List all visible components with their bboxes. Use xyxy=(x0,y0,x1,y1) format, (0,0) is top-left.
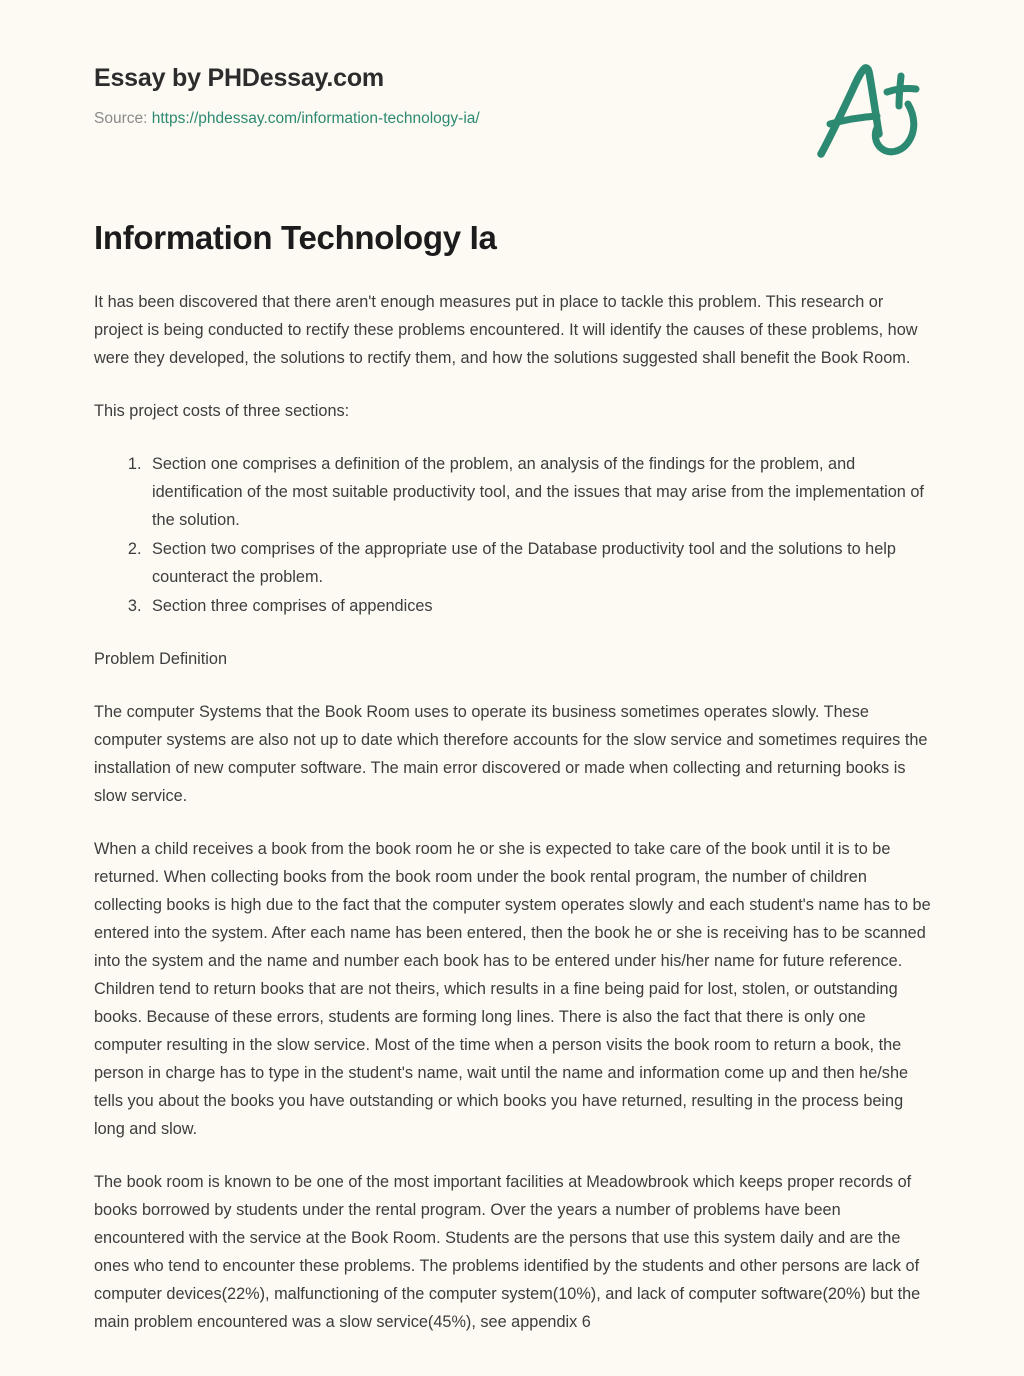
page-title: Information Technology Ia xyxy=(94,219,497,256)
list-item: 2. Section two comprises of the appropriate use of the Database productivity tool and the solutions to help counteract the problem. xyxy=(146,535,932,591)
source-label: Source: xyxy=(94,109,148,127)
brand-title: Essay by PHDessay.com xyxy=(94,64,384,92)
paragraph-book-process: When a child receives a book from the book room he or she is expected to take care of the book until it is to be returned. When collecting books from the book room under the book rental program, the number of children collecting books is high due to the fact that the computer system operates slowly and each student's name has to be entered into the system. After each name has been entered, then the book he or she is receiving has to be scanned into the system and the name and number each book has to be entered under his/her name for future reference. Children tend to return books that are not theirs, which results in a fine being paid for lost, stolen, or outstanding books. Because of these errors, students are forming long lines. There is also the fact that there is only one computer resulting in the slow service. Most of the time when a person visits the book room to return a book, the person in charge has to type in the student's name, wait until the name and information come up and then he/she tells you about the books you have outstanding or which books you have returned, resulting in the process being long and slow. xyxy=(94,839,931,1138)
heading-problem-definition: Problem Definition xyxy=(94,649,228,668)
list-item: 3. Section three comprises of appendices xyxy=(146,592,932,620)
paragraph-sections-lead: This project costs of three sections: xyxy=(94,401,350,420)
paragraph-computer-systems: The computer Systems that the Book Room uses to operate its business sometimes operates slowly. These computer systems are also not up to date which therefore accounts for the slow service and sometimes requires the installation of new computer software. The main error discovered or made when collecting and returning books is slow service. xyxy=(94,702,928,805)
site-header xyxy=(0,0,1024,166)
a-plus-logo-icon xyxy=(808,58,928,166)
paragraph-book-room-stats: The book room is known to be one of the most important facilities at Meadowbrook which keeps proper records of books borrowed by students under the rental program. Over the years a number of problems have been encountered with the service at the Book Room. Students are the persons that use this system daily and are the ones who tend to encounter these problems. The problems identified by the students and other persons are lack of computer devices(22%), malfunctioning of the computer system(10%), and lack of computer software(20%) but the main problem encountered was a slow service(45%), see appendix 6 xyxy=(94,1173,921,1332)
article xyxy=(0,218,1024,1376)
source-link[interactable]: https://phdessay.com/information-technology-ia/ xyxy=(151,109,480,127)
section-list xyxy=(94,450,932,620)
source-line xyxy=(94,109,480,129)
paragraph-intro: It has been discovered that there aren't enough measures put in place to tackle this problem. This research or project is being conducted to rectify these problems encountered. It will identify the causes of these problems, how were they developed, the solutions to rectify them, and how the solutions suggested shall benefit the Book Room. xyxy=(94,292,918,367)
header-left xyxy=(94,62,480,129)
article-body xyxy=(94,288,932,1337)
list-item: 1. Section one comprises a definition of the problem, an analysis of the findings for the problem, and identification of the most suitable productivity tool, and the issues that may arise from the implementation of the solution. xyxy=(146,450,932,534)
